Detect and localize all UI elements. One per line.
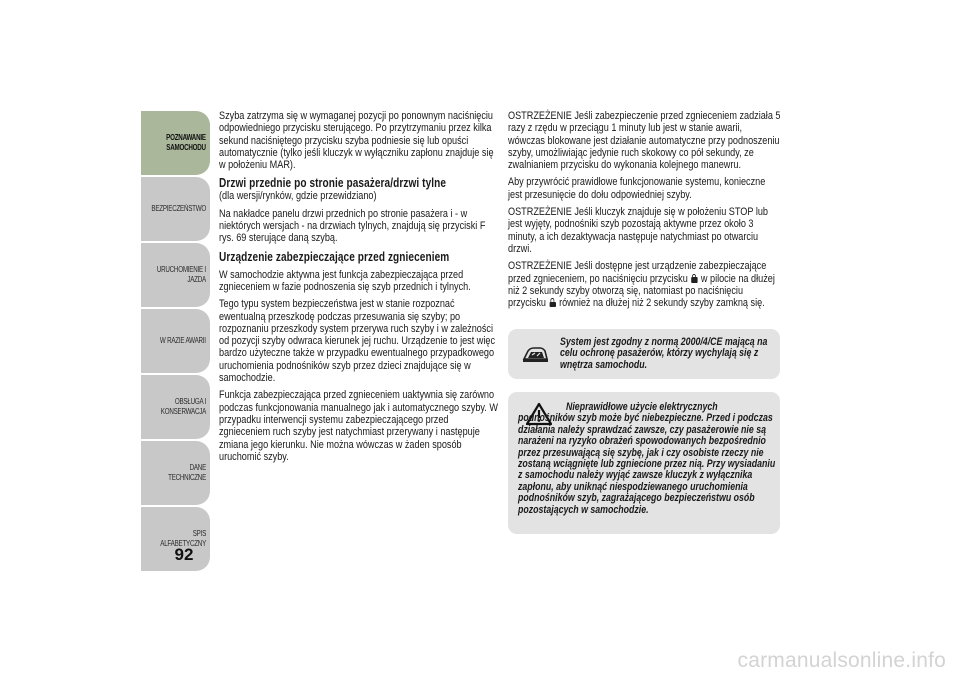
tab-spis-alfabetyczny[interactable]: SPIS ALFABETYCZNY [141,507,210,571]
warning-text: Nieprawidłowe użycie elektrycznych podnośników szyb może być niebezpieczne. Przed i podczas działania należy sprawdzać zawsze, czy pasażerowie nie są narażeni na ryzyko obrażeń spowodowanych bezpośrednio przez przesuwającą się szybę, jak i czy osobiste rzeczy nie zostaną wciągnięte lub zgniecione przez nią. Przy wysiadaniu z samochodu należy wyjąć zawsze kluczyk z wyłącznika zapłonu, aby uniknąć niespodziewanego uruchomienia podnośników szyb, zagrażającego bezpieczeństwu osób pozostających w samochodzie. [518,401,776,516]
paragraph-warning-key-stop: OSTRZEŻENIE Jeśli kluczyk znajduje się w położeniu STOP lub jest wyjęty, podnośniki szyb pozostają aktywne przez około 3 minuty, a ich dezaktywacja następuje natychmiast po otwarciu drzwi. [508,206,768,255]
note-standard-text: System jest zgodny z normą 2000/4/CE mającą na celu ochronę pasażerów, którzy wychylają się z wnętrza samochodu. [560,336,768,371]
tab-bezpieczenstwo[interactable]: BEZPIECZEŃSTWO [141,177,210,241]
paragraph-warning-repeated: OSTRZEŻENIE Jeśli zabezpieczenie przed zgnieceniem zadziała 5 razy z rzędu w przeciągu 1 minuty lub jest w stanie awarii, wówczas blokowane jest działanie automatyczne przy podnoszeniu szyby, umożliwiając jedynie ruch skokowy co pół sekundy, ze zwalnianiem przycisku do wykonania kolejnego manewru. [508,110,781,172]
page-number: 92 [174,545,194,564]
tab-obsluga-i-konserwacja[interactable]: OBSŁUGA I KONSERWACJA [141,375,210,439]
paragraph-window-stop: Szyba zatrzyma się w wymaganej pozycji po ponownym naciśnięciu odpowiedniego przycisku sterującego. Po przytrzymaniu przez kilka sekund naciśniętego przycisku szyba podniesie się lub opuści automatycznie (tylko jeśli kluczyk w wyłączniku zapłonu znajduje się w położeniu MAR). [219,110,494,172]
watermark: carmanualsonline.info [737,649,946,672]
tab-uruchomienie-i-jazda[interactable]: URUCHOMIENIE I JAZDA [141,243,210,307]
paragraph-anti-pinch-system: Tego typu system bezpieczeństwa jest w stanie rozpoznać ewentualną przeszkodę podczas przesuwania się szyby; po rozpoznaniu przeszkody system przerywa ruch szyby i w zależności od pozycji szyby odwraca kierunek jej ruchu. Urządzenie to jest więc bardzo użyteczne także w przypadku ewentualnego przypadkowego uruchomienia podnośników szyb przez dzieci znajdujące się w samochodzie. [219,298,496,385]
right-column [508,110,781,309]
lock-icon [549,298,555,307]
lock-open-icon [691,274,697,283]
tab-poznawanie-samochodu[interactable]: POZNAWANIE SAMOCHODU [141,111,210,175]
tab-dane-techniczne[interactable]: DANE TECHNICZNE [141,441,210,505]
heading-passenger-doors: Drzwi przednie po stronie pasażera/drzwi tylne [219,176,447,191]
heading-passenger-doors-note: (dla wersji/rynków, gdzie przewidziano) [219,190,377,203]
note-box-standard [508,329,780,379]
paragraph-anti-pinch-function: Funkcja zabezpieczająca przed zgnieceniem uaktywnia się zarówno podczas funkcjonowania manualnego jak i automatycznego szyby. W przypadku interwencji systemu zabezpieczającego przed zgnieceniem ruch szyby jest natychmiast przerywany i następuje zmiana jego kierunku. Nie można wówczas w żaden sposób uruchomić szyby. [219,389,498,463]
left-column [219,110,501,463]
warning-box [508,392,780,534]
paragraph-anti-pinch-active: W samochodzie aktywna jest funkcja zabezpieczająca przed zgnieceniem w fazie podnoszenia się szyb przednich i tylnych. [219,268,471,293]
car-window-icon [522,341,549,365]
paragraph-passenger-buttons: Na nakładce panelu drzwi przednich po stronie pasażera i - w niektórych wersjach - na drzwiach tylnych, znajdują się przyciski F rys. 69 sterujące daną szybą. [219,207,486,245]
paragraph-restore-function: Aby przywrócić prawidłowe funkcjonowanie systemu, konieczne jest przesunięcie do dołu odpowiedniej szyby. [508,176,766,201]
heading-anti-pinch: Urządzenie zabezpieczające przed zgnieceniem [219,249,450,264]
tab-w-razie-awarii[interactable]: W RAZIE AWARII [141,309,210,373]
paragraph-warning-remote: OSTRZEŻENIE Jeśli dostępne jest urządzenie zabezpieczające przed zgnieceniem, po naciśnięciu przycisku w pilocie na dłużej niż 2 sekundy szyby otworzą się, natomiast po naciśnięciu przycisku również na dłużej niż 2 sekundy szyby zamkną się. [508,260,775,310]
